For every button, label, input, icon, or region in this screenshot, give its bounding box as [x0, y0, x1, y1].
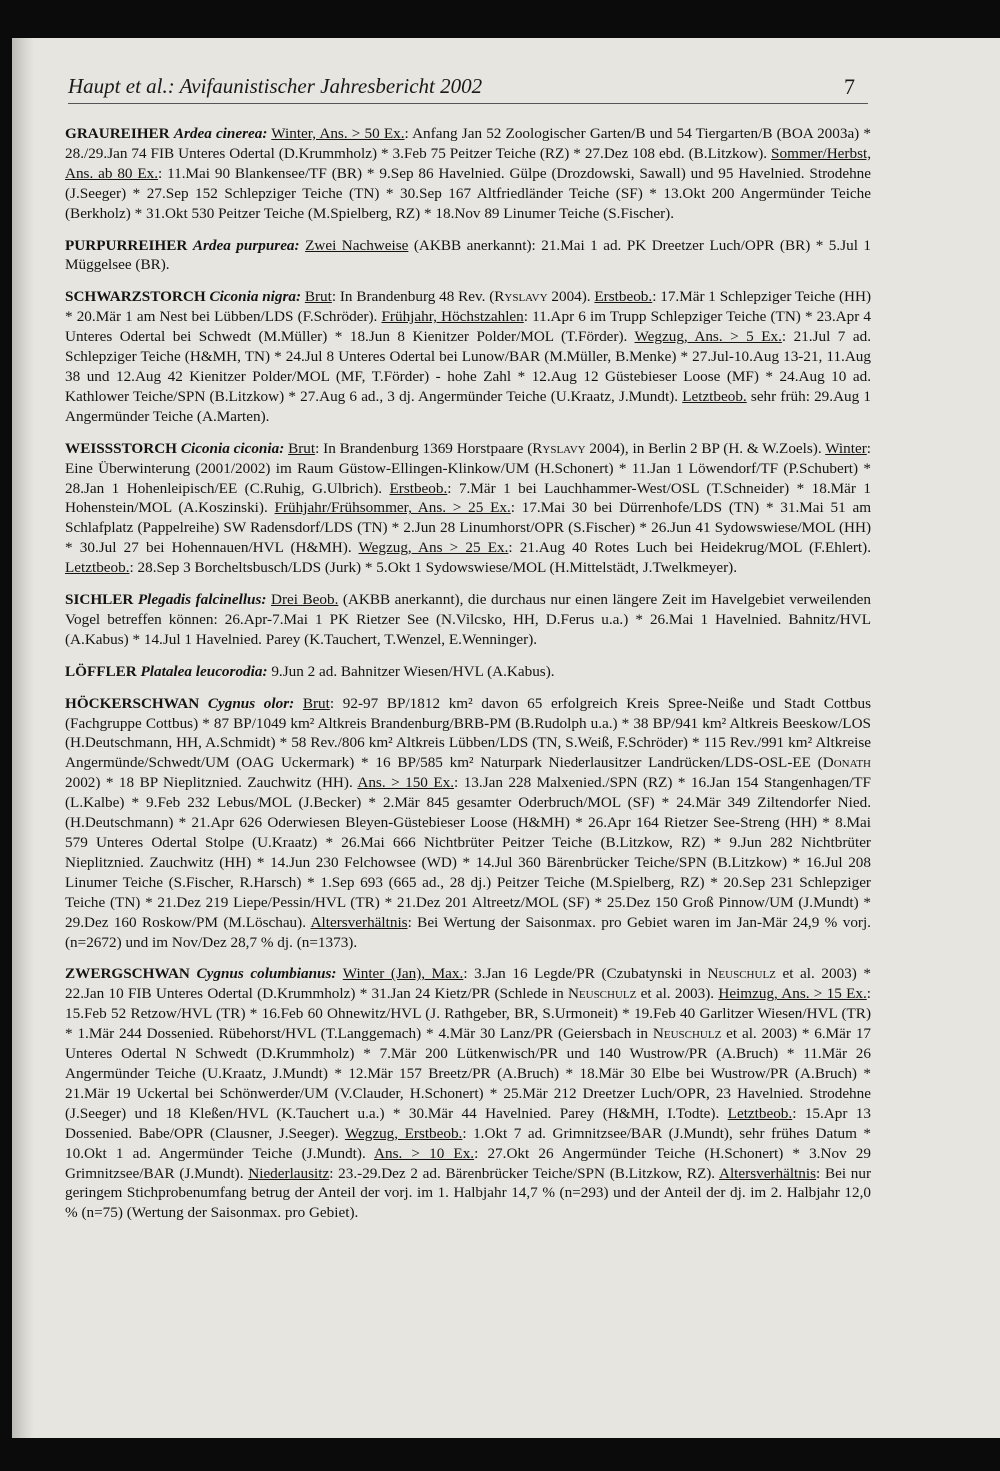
- section-label: Frühjahr, Höchstzahlen: [381, 308, 524, 326]
- section-label: Drei Beob.: [271, 591, 339, 609]
- section-label: Brut: [302, 694, 330, 712]
- section-text: : 11.Apr 6 im Trupp Schlepziger Teiche (TN) * 23.Apr 4 Unteres Odertal bei Schwedt (M.Müller) * 18.Jun 8 Kienitzer Polder/MOL (T.Förder).: [65, 308, 872, 346]
- section-text: : Eine Überwinterung (2001/2002) im Raum Güstow-Ellingen-Klinkow/UM (H.Schonert) * 11.Jan 1 Löwendorf/TF (P.Schubert) * 28.Jan 1 Hohenleipisch/EE (C.Ruhig, G.Ulbrich).: [65, 439, 871, 497]
- section-label: Letztbeob.: [682, 387, 747, 405]
- section-text: et al. 2003).: [636, 985, 719, 1003]
- section-label: Erstbeob.: [594, 288, 653, 306]
- section-text: 2002) * 18 BP Nieplitznied. Zauchwitz (HH).: [65, 774, 358, 792]
- species-name: GRAUREIHER: [65, 125, 170, 142]
- section-text: : 23.-29.Dez 2 ad. Bärenbrücker Teiche/SPN (B.Litzkow, RZ).: [329, 1164, 719, 1182]
- section-label: Altersverhältnis: [718, 1164, 816, 1182]
- species-latin: Ardea cinerea: [173, 125, 263, 142]
- species-entry-graureiher: GRAUREIHER Ardea cinerea: Winter, Ans. > 50 Ex.: Anfang Jan 52 Zoologischer Garten/B und 54 Tiergarten/B (BOA 2003a) * 28./29.Jan 74 FIB Unteres Odertal (D.Krummholz) * 3.Feb 75 Peitzer Teiche (RZ) * 27.Dez 108 ebd. (B.Litzkow). Sommer/Herbst, Ans. ab 80 Ex.: 11.Mai 90 Blankensee/TF (BR) * 9.Sep 86 Havelnied. Gülpe (Drozdowski, Sawall) und 95 Havelnied. Strodehne (J.Seeger) * 27.Sep 152 Schlepziger Teiche (TN) * 30.Sep 167 Altfriedländer Teiche (SF) * 13.Okt 200 Angermünder Teiche (Berkholz) * 31.Okt 530 Peitzer Teiche (M.Spielberg, RZ) * 18.Nov 89 Linumer Teiche (S.Fischer).: [65, 125, 872, 222]
- section-label: Brut: [288, 439, 316, 457]
- section-text: : 15.Apr 13 Dossenied. Babe/OPR (Clausner, J.Seeger).: [65, 1104, 871, 1142]
- species-name: SICHLER: [65, 591, 134, 609]
- species-name: WEISSSTORCH: [65, 439, 177, 457]
- section-label: Ans. > 10 Ex.: [374, 1144, 475, 1162]
- section-label: Ans. > 150 Ex.: [357, 774, 455, 792]
- species-latin: Plegadis falcinellus: [137, 591, 262, 609]
- section-label: Wegzug, Erstbeob.: [344, 1124, 463, 1142]
- section-label: Winter: [825, 439, 867, 457]
- section-label: Wegzug, Ans > 25 Ex.: [358, 539, 509, 557]
- cited-author: Neuschulz: [567, 985, 637, 1003]
- section-label: Niederlausitz: [248, 1164, 330, 1182]
- section-label: Winter (Jan), Max.: [342, 965, 464, 983]
- section-text: : 15.Feb 52 Retzow/HVL (TR) * 16.Feb 60 Ohnewitz/HVL (J. Rathgeber, BR, S.Urmoneit) * 19.Feb 40 Garlitzer Wiesen/HVL (TR) * 1.Mär 244 Dossenied. Rübehorst/HVL (T.Langgemach) * 4.Mär 30 Lanz/PR (Geiersbach in: [65, 985, 871, 1043]
- report-body: [65, 124, 871, 1235]
- species-latin: Cygnus columbianus: [196, 965, 332, 983]
- section-text: : 21.Jul 7 ad. Schlepziger Teiche (H&MH, TN) * 24.Jul 8 Unteres Odertal bei Lunow/BAR (M.Müller, B.Menke) * 27.Jul-10.Aug 13-21, 11.Aug 38 und 12.Aug 42 Kienitzer Polder/MOL (MF, T.Förder) - hohe Zahl * 12.Aug 12 Güstebieser Loose (MF) * 24.Aug 10 ad. Kathlower Teiche/SPN (B.Litzkow) * 27.Aug 6 ad., 3 dj. Angermünder Teiche (U.Kraatz, J.Mundt).: [65, 328, 871, 405]
- section-text: : Anfang Jan 52 Zoologischer Garten/B und 54 Tiergarten/B (BOA 2003a) * 28./29.Jan 74 FIB Unteres Odertal (D.Krummholz) * 3.Feb 75 Peitzer Teiche (RZ) * 27.Dez 108 ebd. (B.Litzkow).: [65, 125, 871, 162]
- section-text: : In Brandenburg 48 Rev. (: [331, 288, 495, 306]
- section-label: Letztbeob.: [727, 1104, 793, 1122]
- section-text: : Bei nur geringem Stichprobenumfang betrug der Anteil der vorj. im 1. Halbjahr 14,7 % (n=293) und der Anteil der dj. im 2. Halbjahr 12,0 % (n=75) (Wertung der Saisonmax. pro Gebiet).: [65, 1164, 872, 1222]
- section-text: : 17.Mai 30 bei Dürrenhofe/LDS (TN) * 31.Mai 51 am Schlafplatz (Pappelreihe) SW Radensdorf/LDS (TN) * 2.Jun 28 Linumhorst/OPR (S.Fischer) * 26.Jun 41 Sydowswiese/MOL (HH) * 30.Jul 27 bei Hohennauen/HVL (H&MH).: [65, 499, 872, 557]
- section-text: : 1.Okt 7 ad. Grimnitzsee/BAR (J.Mundt), sehr frühes Datum * 10.Okt 1 ad. Angermünder Teiche (J.Mundt).: [65, 1124, 871, 1162]
- species-entry-purpurreiher: PURPURREIHER Ardea purpurea: Zwei Nachweise (AKBB anerkannt): 21.Mai 1 ad. PK Dreetzer Luch/OPR (BR) * 5.Jul 1 Müggelsee (BR).: [65, 236, 871, 274]
- section-label: Winter, Ans. > 50 Ex.: [271, 125, 405, 142]
- species-entry-sichler: SICHLER Plegadis falcinellus: Drei Beob. (AKBB anerkannt), die durchaus nur einen längere Zeit im Havelgebiet verweilenden Vogel betreffen können: 26.Apr-7.Mai 1 PK Rietzer See (N.Vilcsko, HH, D.Ferus u.a.) * 26.Mai 1 Havelnied. Bahnitz/HVL (A.Kabus) * 14.Jul 1 Havelnied. Parey (K.Tauchert, T.Wenzel, E.Wenninger).: [65, 591, 872, 648]
- document-page: [12, 38, 1000, 1438]
- section-text: : Bei Wertung der Saisonmax. pro Gebiet waren im Jan-Mär 24,9 % vorj. (n=2672) und im Nov/Dez 28,7 % dj. (n=1373).: [65, 913, 871, 951]
- running-header: Haupt et al.: Avifaunistischer Jahresbericht 2002: [68, 74, 868, 104]
- section-label: Frühjahr/Frühsommer, Ans. > 25 Ex.: [274, 499, 511, 517]
- section-text: : 27.Okt 26 Angermünder Teiche (H.Schonert) * 3.Nov 29 Grimnitzsee/BAR (J.Mundt).: [65, 1144, 871, 1182]
- species-entry-schwarzstorch: SCHWARZSTORCH Ciconia nigra: Brut: In Brandenburg 48 Rev. (Ryslavy 2004). Erstbeob.: 17.Mär 1 Schlepziger Teiche (HH) * 20.Mär 1 am Nest bei Lübben/LDS (F.Schröder). Frühjahr, Höchstzahlen: 11.Apr 6 im Trupp Schlepziger Teiche (TN) * 23.Apr 4 Unteres Odertal bei Schwedt (M.Müller) * 18.Jun 8 Kienitzer Polder/MOL (T.Förder). Wegzug, Ans. > 5 Ex.: 21.Jul 7 ad. Schlepziger Teiche (H&MH, TN) * 24.Jul 8 Unteres Odertal bei Lunow/BAR (M.Müller, B.Menke) * 27.Jul-10.Aug 13-21, 11.Aug 38 und 12.Aug 42 Kienitzer Polder/MOL (MF, T.Förder) - hohe Zahl * 12.Aug 12 Güstebieser Loose (MF) * 24.Aug 10 ad. Kathlower Teiche/SPN (B.Litzkow) * 27.Aug 6 ad., 3 dj. Angermünder Teiche (U.Kraatz, J.Mundt). Letztbeob. sehr früh: 29.Aug 1 Angermünder Teiche (A.Marten).: [65, 288, 872, 425]
- section-text: : 92-97 BP/1812 km² davon 65 erfolgreich Kreis Spree-Neiße und Stadt Cottbus (Fachgruppe Cottbus) * 87 BP/1049 km² Altkreis Brandenburg/BRB-PM (B.Rudolph u.a.) * 38 BP/941 km² Altkreis Beeskow/LOS (H.Deutschmann, HH, A.Schmidt) * 58 Rev./806 km² Altkreis Lübben/LDS (TN, S.Weiß, F.Schröder) * 115 Rev./991 km² Altkreise Angermünde/Schwedt/UM (OAG Uckermark) * 16 BP/585 km² Naturpark Niederlausitzer Landrücken/LDS-OSL-EE (: [65, 694, 872, 772]
- section-text: 9.Jun 2 ad. Bahnitzer Wiesen/HVL (A.Kabus).: [267, 662, 555, 680]
- page-gutter-shadow: [12, 38, 34, 1438]
- cited-author: Ryslavy: [532, 439, 586, 457]
- section-text: : 28.Sep 3 Borcheltsbusch/LDS (Jurk) * 5.Okt 1 Sydowswiese/MOL (H.Mittelstädt, J.Twelkmeyer).: [129, 559, 738, 577]
- species-name: HÖCKERSCHWAN: [65, 694, 200, 712]
- species-name: LÖFFLER: [65, 662, 137, 680]
- section-text: et al. 2003) * 6.Mär 17 Unteres Odertal N Schwedt (D.Krummholz) * 7.Mär 200 Lütkenwisch/PR und 140 Wustrow/PR (A.Bruch) * 11.Mär 26 Angermünder Teiche (U.Kraatz, J.Mundt) * 12.Mär 157 Breetz/PR (A.Bruch) * 18.Mär 30 Elbe bei Wustrow/PR (A.Bruch) * 21.Mär 19 Uckertal bei Schönwerder/UM (V.Clauder, H.Schonert) * 25.Mär 212 Dreetzer Luch/OPR, 23 Havelnied. Strodehne (J.Seeger) und 18 Kleßen/HVL (K.Tauchert u.a.) * 30.Mär 44 Havelnied. Parey (H&MH, I.Todte).: [65, 1025, 872, 1122]
- section-label: Zwei Nachweise: [305, 236, 409, 254]
- section-text: et al. 2003) * 22.Jan 10 FIB Unteres Odertal (D.Krummholz) * 31.Jan 24 Kietz/PR (Schlede in: [65, 965, 872, 1003]
- species-name: PURPURREIHER: [65, 236, 188, 254]
- species-entry-zwergschwan: ZWERGSCHWAN Cygnus columbianus: Winter (Jan), Max.: 3.Jan 16 Legde/PR (Czubatynski in Neuschulz et al. 2003) * 22.Jan 10 FIB Unteres Odertal (D.Krummholz) * 31.Jan 24 Kietz/PR (Schlede in Neuschulz et al. 2003). Heimzug, Ans. > 15 Ex.: 15.Feb 52 Retzow/HVL (TR) * 16.Feb 60 Ohnewitz/HVL (J. Rathgeber, BR, S.Urmoneit) * 19.Feb 40 Garlitzer Wiesen/HVL (TR) * 1.Mär 244 Dossenied. Rübehorst/HVL (T.Langgemach) * 4.Mär 30 Lanz/PR (Geiersbach in Neuschulz et al. 2003) * 6.Mär 17 Unteres Odertal N Schwedt (D.Krummholz) * 7.Mär 200 Lütkenwisch/PR und 140 Wustrow/PR (A.Bruch) * 11.Mär 26 Angermünder Teiche (U.Kraatz, J.Mundt) * 12.Mär 157 Breetz/PR (A.Bruch) * 18.Mär 30 Elbe bei Wustrow/PR (A.Bruch) * 21.Mär 19 Uckertal bei Schönwerder/UM (V.Clauder, H.Schonert) * 25.Mär 212 Dreetzer Luch/OPR, 23 Havelnied. Strodehne (J.Seeger) und 18 Kleßen/HVL (K.Tauchert u.a.) * 30.Mär 44 Havelnied. Parey (H&MH, I.Todte). Letztbeob.: 15.Apr 13 Dossenied. Babe/OPR (Clausner, J.Seeger). Wegzug, Erstbeob.: 1.Okt 7 ad. Grimnitzsee/BAR (J.Mundt), sehr frühes Datum * 10.Okt 1 ad. Angermünder Teiche (J.Mundt). Ans. > 10 Ex.: 27.Okt 26 Angermünder Teiche (H.Schonert) * 3.Nov 29 Grimnitzsee/BAR (J.Mundt). Niederlausitz: 23.-29.Dez 2 ad. Bärenbrücker Teiche/SPN (B.Litzkow, RZ). Altersverhältnis: Bei nur geringem Stichprobenumfang betrug der Anteil der vorj. im 1. Halbjahr 14,7 % (n=293) und der Anteil der dj. im 2. Halbjahr 12,0 % (n=75) (Wertung der Saisonmax. pro Gebiet).: [65, 965, 872, 1222]
- species-latin: Ciconia ciconia: [180, 439, 280, 457]
- section-text: : 11.Mai 90 Blankensee/TF (BR) * 9.Sep 86 Havelnied. Gülpe (Drozdowski, Sawall) und 95 Havelnied. Strodehne (J.Seeger) * 27.Sep 152 Schlepziger Teiche (TN) * 30.Sep 167 Altfriedländer Teiche (SF) * 13.Okt 200 Angermünder Teiche (Berkholz) * 31.Okt 530 Peitzer Teiche (M.Spielberg, RZ) * 18.Nov 89 Linumer Teiche (S.Fischer).: [65, 164, 871, 222]
- section-text: 2004), in Berlin 2 BP (H. & W.Zoels).: [585, 439, 826, 457]
- species-latin: Platalea leucorodia: [140, 662, 263, 680]
- species-latin: Cygnus olor: [207, 694, 290, 712]
- cited-author: Donath: [822, 754, 871, 772]
- section-label: Letztbeob.: [65, 559, 130, 577]
- section-label: Heimzug, Ans. > 15 Ex.: [718, 985, 867, 1003]
- section-label: Altersverhältnis: [310, 913, 408, 931]
- cited-author: Ryslavy: [494, 288, 548, 306]
- species-latin: Ardea purpurea: [192, 236, 295, 254]
- cited-author: Neuschulz: [652, 1025, 722, 1043]
- section-label: Erstbeob.: [389, 479, 448, 497]
- section-text: sehr früh: 29.Aug 1 Angermünder Teiche (A.Marten).: [65, 387, 871, 425]
- section-text: : 13.Jan 228 Malxenied./SPN (RZ) * 16.Jan 154 Stangenhagen/TF (L.Kalbe) * 9.Feb 232 Lebus/MOL (J.Becker) * 2.Mär 845 gesamter Oderbruch/MOL (SF) * 24.Mär 349 Ziltendorfer Nied. (H.Deutschmann) * 21.Apr 626 Oderwiesen Bleyen-Güstebieser Loose (H&MH) * 26.Apr 164 Rietzer See-Streng (HH) * 8.Mai 579 Unteres Odertal Stolpe (U.Kraatz) * 26.Mai 666 Nichtbrüter Peitzer Teiche (B.Litzkow, RZ) * 9.Jun 282 Nichtbrüter Nieplitznied. Zauchwitz (HH) * 14.Jun 230 Felchowsee (WD) * 14.Jul 360 Bärenbrücker Teiche/SPN (B.Litzkow) * 16.Jul 208 Linumer Teiche (S.Fischer, R.Harsch) * 1.Sep 693 (665 ad., 28 dj.) Peitzer Teiche (M.Spielberg, RZ) * 20.Sep 231 Schlepziger Teiche (TN) * 21.Dez 219 Liepe/Pessin/HVL (TR) * 21.Dez 201 Altreetz/MOL (SF) * 25.Dez 150 Groß Pinnow/UM (J.Mundt) * 29.Dez 160 Roskow/PM (M.Löschau).: [65, 774, 871, 931]
- section-text: (AKBB anerkannt), die durchaus nur einen längere Zeit im Havelgebiet verweilenden Vogel betreffen können: 26.Apr-7.Mai 1 PK Rietzer See (N.Vilcsko, HH, D.Ferus u.a.) * 26.Mai 1 Havelnied. Bahnitz/HVL (A.Kabus) * 14.Jul 1 Havelnied. Parey (K.Tauchert, T.Wenzel, E.Wenninger).: [65, 591, 872, 648]
- section-text: : 7.Mär 1 bei Lauchhammer-West/OSL (T.Schneider) * 18.Mär 1 Hohenstein/MOL (A.Koszinski).: [65, 479, 872, 517]
- section-text: 2004).: [547, 288, 595, 306]
- section-text: : 3.Jan 16 Legde/PR (Czubatynski in: [463, 965, 708, 983]
- section-label: Brut: [304, 288, 332, 306]
- species-entry-weissstorch: WEISSSTORCH Ciconia ciconia: Brut: In Brandenburg 1369 Horstpaare (Ryslavy 2004), in Berlin 2 BP (H. & W.Zoels). Winter: Eine Überwinterung (2001/2002) im Raum Güstow-Ellingen-Klinkow/UM (H.Schonert) * 11.Jan 1 Löwendorf/TF (P.Schubert) * 28.Jan 1 Hohenleipisch/EE (C.Ruhig, G.Ulbrich). Erstbeob.: 7.Mär 1 bei Lauchhammer-West/OSL (T.Schneider) * 18.Mär 1 Hohenstein/MOL (A.Koszinski). Frühjahr/Frühsommer, Ans. > 25 Ex.: 17.Mai 30 bei Dürrenhofe/LDS (TN) * 31.Mai 51 am Schlafplatz (Pappelreihe) SW Radensdorf/LDS (TN) * 2.Jun 28 Linumhorst/OPR (S.Fischer) * 26.Jun 41 Sydowswiese/MOL (HH) * 30.Jul 27 bei Hohennauen/HVL (H&MH). Wegzug, Ans > 25 Ex.: 21.Aug 40 Rotes Luch bei Heidekrug/MOL (F.Ehlert). Letztbeob.: 28.Sep 3 Borcheltsbusch/LDS (Jurk) * 5.Okt 1 Sydowswiese/MOL (H.Mittelstädt, J.Twelkmeyer).: [65, 439, 872, 577]
- cited-author: Neuschulz: [707, 965, 776, 983]
- species-name: SCHWARZSTORCH: [65, 288, 206, 306]
- species-name: ZWERGSCHWAN: [65, 965, 190, 983]
- species-entry-loeffler: LÖFFLER Platalea leucorodia: 9.Jun 2 ad. Bahnitzer Wiesen/HVL (A.Kabus).: [65, 662, 555, 680]
- section-text: : 21.Aug 40 Rotes Luch bei Heidekrug/MOL (F.Ehlert).: [508, 539, 871, 557]
- section-text: : In Brandenburg 1369 Horstpaare (: [315, 439, 533, 457]
- page-number: 7: [844, 74, 855, 99]
- species-entry-hoeckerschwan: HÖCKERSCHWAN Cygnus olor: Brut: 92-97 BP/1812 km² davon 65 erfolgreich Kreis Spree-Neiße und Stadt Cottbus (Fachgruppe Cottbus) * 87 BP/1049 km² Altkreis Brandenburg/BRB-PM (B.Rudolph u.a.) * 38 BP/941 km² Altkreis Beeskow/LOS (H.Deutschmann, HH, A.Schmidt) * 58 Rev./806 km² Altkreis Lübben/LDS (TN, S.Weiß, F.Schröder) * 115 Rev./991 km² Altkreise Angermünde/Schwedt/UM (OAG Uckermark) * 16 BP/585 km² Naturpark Niederlausitzer Landrücken/LDS-OSL-EE (Donath 2002) * 18 BP Nieplitznied. Zauchwitz (HH). Ans. > 150 Ex.: 13.Jan 228 Malxenied./SPN (RZ) * 16.Jan 154 Stangenhagen/TF (L.Kalbe) * 9.Feb 232 Lebus/MOL (J.Becker) * 2.Mär 845 gesamter Oderbruch/MOL (SF) * 24.Mär 349 Ziltendorfer Nied. (H.Deutschmann) * 21.Apr 626 Oderwiesen Bleyen-Güstebieser Loose (H&MH) * 26.Apr 164 Rietzer See-Streng (HH) * 8.Mai 579 Unteres Odertal Stolpe (U.Kraatz) * 26.Mai 666 Nichtbrüter Peitzer Teiche (B.Litzkow, RZ) * 9.Jun 282 Nichtbrüter Nieplitznied. Zauchwitz (HH) * 14.Jun 230 Felchowsee (WD) * 14.Jul 360 Bärenbrücker Teiche/SPN (B.Litzkow) * 16.Jul 208 Linumer Teiche (S.Fischer, R.Harsch) * 1.Sep 693 (665 ad., 28 dj.) Peitzer Teiche (M.Spielberg, RZ) * 20.Sep 231 Schlepziger Teiche (TN) * 21.Dez 219 Liepe/Pessin/HVL (TR) * 21.Dez 201 Altreetz/MOL (SF) * 25.Dez 150 Groß Pinnow/UM (J.Mundt) * 29.Dez 160 Roskow/PM (M.Löschau). Altersverhältnis: Bei Wertung der Saisonmax. pro Gebiet waren im Jan-Mär 24,9 % vorj. (n=2672) und im Nov/Dez 28,7 % dj. (n=1373).: [65, 694, 872, 951]
- section-label: Wegzug, Ans. > 5 Ex.: [634, 328, 782, 346]
- species-latin: Ciconia nigra: [209, 288, 296, 306]
- section-label: Sommer/Herbst, Ans. ab 80 Ex.: [65, 144, 872, 182]
- section-text: (AKBB anerkannt): 21.Mai 1 ad. PK Dreetzer Luch/OPR (BR) * 5.Jul 1 Müggelsee (BR).: [65, 236, 871, 274]
- section-text: : 17.Mär 1 Schlepziger Teiche (HH) * 20.Mär 1 am Nest bei Lübben/LDS (F.Schröder).: [65, 288, 872, 326]
